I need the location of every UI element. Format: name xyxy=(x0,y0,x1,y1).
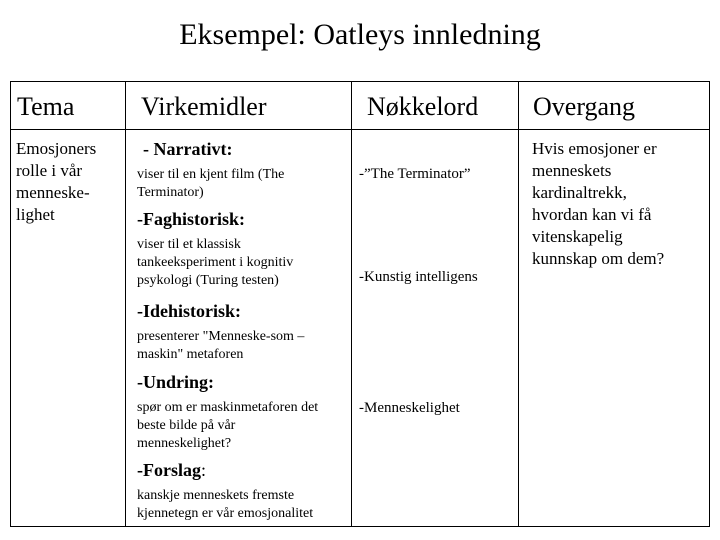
header-divider xyxy=(11,129,709,130)
header-tema: Tema xyxy=(17,92,75,121)
undring-line: spør om er maskinmetaforen det xyxy=(137,400,319,415)
narrativt-text xyxy=(137,166,284,202)
faghistorisk-line: viser til et klassisk xyxy=(137,237,241,252)
faghistorisk-line: psykologi (Turing testen) xyxy=(137,273,279,288)
faghistorisk-line: tankeeksperiment i kognitiv xyxy=(137,255,294,270)
faghistorisk-title: -Faghistorisk: xyxy=(137,209,245,229)
faghistorisk-text xyxy=(137,236,293,290)
header-overgang: Overgang xyxy=(533,92,636,121)
tema-line: menneske- xyxy=(16,183,90,202)
overgang-line: kardinaltrekk, xyxy=(532,183,627,202)
forslag-title xyxy=(137,460,206,481)
tema-line: Emosjoners xyxy=(16,139,97,158)
narrativt-line: viser til en kjent film (The xyxy=(137,167,285,182)
overgang-line: Hvis emosjoner er xyxy=(532,139,657,158)
overgang-line: hvordan kan vi få xyxy=(532,205,652,224)
keyword-menneskelighet: -Menneskelighet xyxy=(359,400,460,416)
idehistorisk-line: presenterer "Menneske-som – xyxy=(137,329,305,344)
forslag-line: kjennetegn er vår emosjonalitet xyxy=(137,506,314,521)
idehistorisk-line: maskin" metaforen xyxy=(137,347,244,362)
overgang-line: kunnskap om dem? xyxy=(532,249,665,268)
tema-line: rolle i vår xyxy=(16,161,83,180)
overgang-line: menneskets xyxy=(532,161,612,180)
header-nokkelord: Nøkkelord xyxy=(367,92,479,121)
column-divider-3 xyxy=(518,82,519,526)
keyword-kunstig-intelligens: -Kunstig intelligens xyxy=(359,269,478,285)
content-table xyxy=(10,81,710,527)
narrativt-line: Terminator) xyxy=(137,185,204,200)
tema-line: lighet xyxy=(16,205,55,224)
overgang-cell xyxy=(532,138,712,270)
narrativt-title: - Narrativt: xyxy=(143,139,233,159)
undring-line: menneskelighet? xyxy=(137,436,232,451)
idehistorisk-title: -Idehistorisk: xyxy=(137,301,242,321)
forslag-title-colon: : xyxy=(200,460,206,480)
column-divider-2 xyxy=(351,82,352,526)
undring-title: -Undring: xyxy=(137,372,215,392)
forslag-line: kanskje menneskets fremste xyxy=(137,488,295,503)
undring-text xyxy=(137,399,318,453)
undring-line: beste bilde på vår xyxy=(137,418,236,433)
keyword-terminator: -”The Terminator” xyxy=(359,166,471,182)
forslag-text xyxy=(137,487,313,523)
tema-cell xyxy=(16,138,126,226)
idehistorisk-text xyxy=(137,328,304,364)
forslag-title-bold: -Forslag xyxy=(137,460,201,480)
header-virkemidler: Virkemidler xyxy=(141,92,267,121)
overgang-line: vitenskapelig xyxy=(532,227,623,246)
page-title: Eksempel: Oatleys innledning xyxy=(179,18,541,51)
